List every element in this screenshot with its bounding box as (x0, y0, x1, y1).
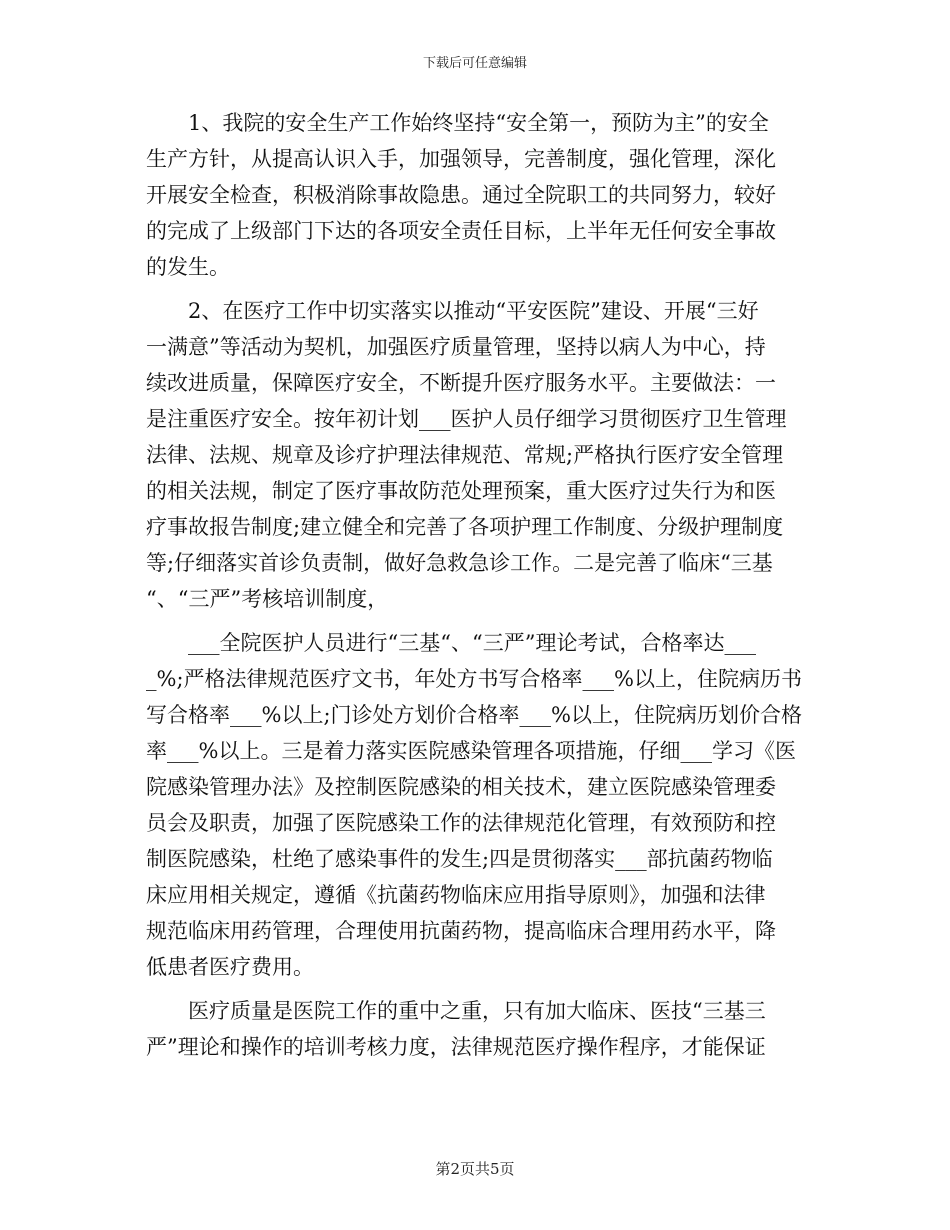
text-line-3: 开展安全检查，积极消除事故隐患。通过全院职工的共同努力，较好 (146, 183, 776, 207)
text-line-13: 等;仔细落实首诊负责制，做好急救急诊工作。二是完善了临床“三基 (146, 551, 773, 575)
page-footer: 第2页共5页 (435, 1160, 515, 1178)
text-line-2: 生产方针，从提高认识入手，加强领导，完善制度，强化管理，深化 (146, 147, 776, 171)
text-line-5: 的发生。 (146, 255, 230, 279)
text-line-17: 写合格率___%以上;门诊处方划价合格率___%以上，住院病历划价合格 (146, 703, 802, 727)
text-line-14: “、“三严”考核培训制度， (146, 587, 389, 611)
text-line-18: 率___%以上。三是着力落实医院感染管理各项措施，仔细___学习《医 (146, 739, 796, 763)
text-line-22: 床应用相关规定，遵循《抗菌药物临床应用指导原则》，加强和法律 (146, 883, 766, 907)
text-line-24: 低患者医疗费用。 (146, 955, 314, 979)
text-line-1: 1、我院的安全生产工作始终坚持“安全第一，预防为主”的安全 (188, 111, 769, 135)
text-line-25: 医疗质量是医院工作的重中之重，只有加大临床、医技“三基三 (188, 999, 766, 1023)
text-line-26: 严”理论和操作的培训考核力度，法律规范医疗操作程序，才能保证 (146, 1035, 766, 1059)
text-line-11: 的相关法规，制定了医疗事故防范处理预案，重大医疗过失行为和医 (146, 479, 776, 503)
text-line-12: 疗事故报告制度;建立健全和完善了各项护理工作制度、分级护理制度 (146, 515, 784, 539)
text-line-8: 续改进质量，保障医疗安全，不断提升医疗服务水平。主要做法：一 (146, 371, 776, 395)
text-line-7: 一满意”等活动为契机，加强医疗质量管理，坚持以病人为中心，持 (146, 335, 766, 359)
text-line-19: 院感染管理办法》及控制医院感染的相关技术，建立医院感染管理委 (146, 775, 776, 799)
text-line-9: 是注重医疗安全。按年初计划___医护人员仔细学习贯彻医疗卫生管理 (146, 407, 787, 431)
text-line-23: 规范临床用药管理，合理使用抗菌药物，提高临床合理用药水平，降 (146, 919, 776, 943)
text-line-15: ___全院医护人员进行“三基“、“三严”理论考试，合格率达___ (188, 631, 756, 655)
text-line-4: 的完成了上级部门下达的各项安全责任目标，上半年无任何安全事故 (146, 219, 776, 243)
text-line-20: 员会及职责，加强了医院感染工作的法律规范化管理，有效预防和控 (146, 811, 776, 835)
page-header: 下载后可任意编辑 (422, 56, 527, 71)
text-line-16: _%;严格法律规范医疗文书，年处方书写合格率___%以上，住院病历书 (146, 667, 802, 691)
text-line-21: 制医院感染，杜绝了感染事件的发生;四是贯彻落实___部抗菌药物临 (146, 847, 773, 871)
text-line-10: 法律、法规、规章及诊疗护理法律规范、常规;严格执行医疗安全管理 (146, 443, 784, 467)
text-line-6: 2、在医疗工作中切实落实以推动“平安医院”建设、开展“三好 (188, 299, 759, 323)
